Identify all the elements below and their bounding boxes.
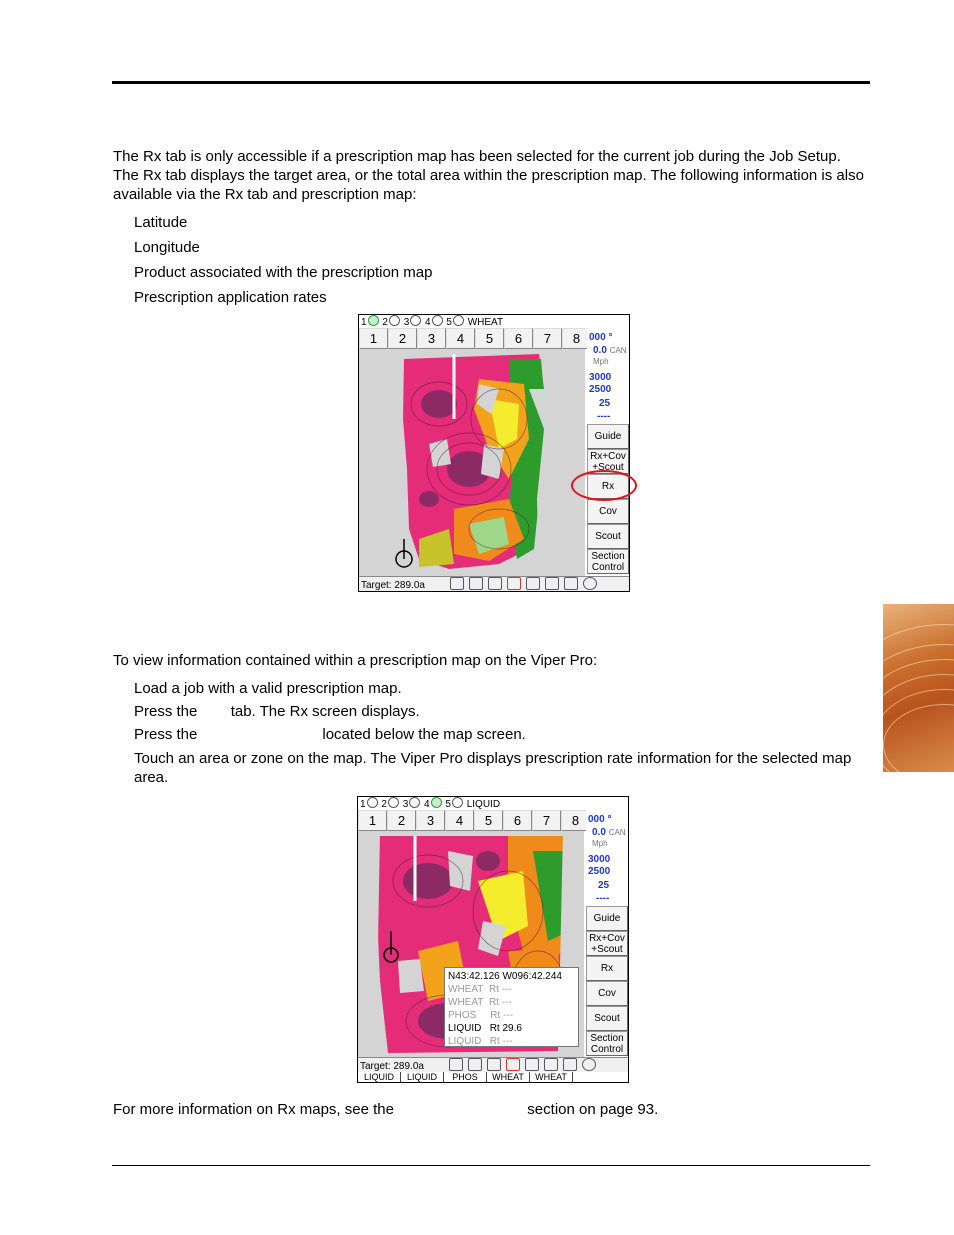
section-tab[interactable]: 2 <box>388 328 417 349</box>
globe-icon[interactable] <box>582 1058 596 1071</box>
rx-popup-figure <box>357 796 629 1083</box>
speed-unit: CAN Mph <box>592 828 626 848</box>
rate-readout-2: 2500 <box>589 384 612 395</box>
step-item: Load a job with a valid prescription map. <box>134 680 402 697</box>
view-intro: To view information contained within a prescription map on the Viper Pro: <box>113 652 598 669</box>
info-item: Product associated with the prescription map <box>134 264 433 281</box>
section-tab[interactable]: 3 <box>417 328 446 349</box>
rx-cov-scout-button[interactable]: Rx+Cov +Scout <box>587 449 629 474</box>
status-bar <box>359 576 629 591</box>
info-item: Latitude <box>134 214 188 231</box>
rate-readout-1: 3000 <box>589 372 612 383</box>
section-tab[interactable]: 5 <box>474 810 503 831</box>
product-tab[interactable]: LIQUID <box>401 1072 444 1082</box>
radio-2[interactable] <box>388 797 399 808</box>
rate-readout-4: ---- <box>596 893 610 904</box>
popup-row: WHEAT Rt --- <box>448 984 512 995</box>
rx-info-popup <box>444 967 579 1047</box>
footer-reference: For more information on Rx maps, see the section on page 93. <box>113 1101 659 1118</box>
scout-button[interactable]: Scout <box>587 524 629 549</box>
popup-row: PHOS Rt --- <box>448 1010 514 1021</box>
rx-button[interactable]: Rx <box>587 474 629 499</box>
nav-icon[interactable] <box>449 1058 463 1071</box>
product-selector[interactable]: 1 2 3 4 5 LIQUID <box>360 799 501 810</box>
radio-5[interactable] <box>452 797 463 808</box>
step-item: Touch an area or zone on the map. The Viper Pro displays prescription rate information for the selected map area. <box>134 750 852 786</box>
view-icon[interactable] <box>564 577 578 590</box>
step-item: Press the located below the map screen. <box>134 726 526 743</box>
section-tab[interactable]: 3 <box>416 810 445 831</box>
nav-icon[interactable] <box>450 577 464 590</box>
product-tab[interactable]: PHOS <box>444 1072 487 1082</box>
popup-row-active: LIQUID Rt 29.6 <box>448 1023 522 1034</box>
section-tab[interactable]: 6 <box>503 810 532 831</box>
speed-unit: CAN Mph <box>593 346 627 366</box>
cov-button[interactable]: Cov <box>586 981 628 1006</box>
popup-row: WHEAT Rt --- <box>448 997 512 1008</box>
rate-readout-3: 25 <box>598 880 610 891</box>
popup-coordinates: N43:42.126 W096:42.244 <box>448 971 562 982</box>
radio-4[interactable] <box>432 315 443 326</box>
header-rule <box>112 81 870 84</box>
section-tab[interactable]: 8 <box>562 328 591 349</box>
radio-2[interactable] <box>389 315 400 326</box>
section-tab[interactable]: 4 <box>445 810 474 831</box>
radio-4[interactable] <box>431 797 442 808</box>
globe-icon[interactable] <box>583 577 597 590</box>
section-tab[interactable]: 2 <box>387 810 416 831</box>
rate-readout-3: 25 <box>599 398 611 409</box>
product-tab[interactable]: WHEAT <box>530 1072 573 1082</box>
section-control-button[interactable]: Section Control <box>587 549 629 574</box>
zoom-out-icon[interactable] <box>526 577 540 590</box>
section-tab[interactable]: 5 <box>475 328 504 349</box>
target-area: Target: 289.0a <box>361 580 425 591</box>
product-name: LIQUID <box>466 799 501 810</box>
right-panel <box>586 810 628 1058</box>
guidance-icon[interactable] <box>469 577 483 590</box>
zoom-in-icon[interactable] <box>507 577 521 590</box>
crosshair-icon[interactable] <box>487 1058 501 1071</box>
product-tab[interactable]: WHEAT <box>487 1072 530 1082</box>
rx-button[interactable]: Rx <box>586 956 628 981</box>
radio-1[interactable] <box>367 797 378 808</box>
footer-rule <box>112 1165 870 1166</box>
speed-readout: 0.0 <box>593 345 607 356</box>
zoom-in-icon[interactable] <box>506 1058 520 1071</box>
right-panel <box>587 328 629 577</box>
info-item: Longitude <box>134 239 200 256</box>
product-selector[interactable]: 1 2 3 4 5 WHEAT <box>361 317 504 328</box>
cov-button[interactable]: Cov <box>587 499 629 524</box>
zoom-out-icon[interactable] <box>525 1058 539 1071</box>
info-item: Prescription application rates <box>134 289 327 306</box>
section-tab[interactable]: 8 <box>561 810 590 831</box>
guide-button[interactable]: Guide <box>587 424 629 449</box>
heading-readout: 000 ° <box>589 332 613 343</box>
rx-tab-highlight <box>571 470 637 501</box>
rate-readout-4: ---- <box>597 411 611 422</box>
guide-button[interactable]: Guide <box>586 906 628 931</box>
rx-screen-figure <box>358 314 630 592</box>
extents-icon[interactable] <box>545 577 559 590</box>
section-tabs <box>359 328 591 348</box>
speed-readout: 0.0 <box>592 827 606 838</box>
radio-3[interactable] <box>409 797 420 808</box>
section-control-button[interactable]: Section Control <box>586 1031 628 1056</box>
view-icon[interactable] <box>563 1058 577 1071</box>
section-tab[interactable]: 4 <box>446 328 475 349</box>
rate-readout-2: 2500 <box>588 866 611 877</box>
radio-5[interactable] <box>453 315 464 326</box>
product-name: WHEAT <box>467 317 504 328</box>
section-tab[interactable]: 7 <box>533 328 562 349</box>
heading-readout: 000 ° <box>588 814 612 825</box>
radio-3[interactable] <box>410 315 421 326</box>
crosshair-icon[interactable] <box>488 577 502 590</box>
section-tab[interactable]: 1 <box>359 328 388 349</box>
intro-paragraph: The Rx tab is only accessible if a prescription map has been selected for the current job during the Job Setup. The Rx tab displays the target area, or the total area within the prescription map. The following information is also available via the Rx tab and prescription map: <box>113 148 864 203</box>
guidance-icon[interactable] <box>468 1058 482 1071</box>
popup-row: LIQUID Rt --- <box>448 1036 513 1047</box>
section-tab[interactable]: 7 <box>532 810 561 831</box>
section-tab[interactable]: 6 <box>504 328 533 349</box>
product-tabs <box>358 1072 628 1082</box>
section-tabs <box>358 810 590 830</box>
status-bar <box>358 1057 628 1072</box>
chapter-tab-decoration <box>883 604 954 772</box>
rate-readout-1: 3000 <box>588 854 611 865</box>
prescription-map[interactable] <box>359 349 585 576</box>
product-tab[interactable]: LIQUID <box>358 1072 401 1082</box>
radio-1[interactable] <box>368 315 379 326</box>
section-tab[interactable]: 1 <box>358 810 387 831</box>
extents-icon[interactable] <box>544 1058 558 1071</box>
target-area: Target: 289.0a <box>360 1061 424 1072</box>
step-item: Press the tab. The Rx screen displays. <box>134 703 420 720</box>
scout-button[interactable]: Scout <box>586 1006 628 1031</box>
rx-cov-scout-button[interactable]: Rx+Cov +Scout <box>586 931 628 956</box>
